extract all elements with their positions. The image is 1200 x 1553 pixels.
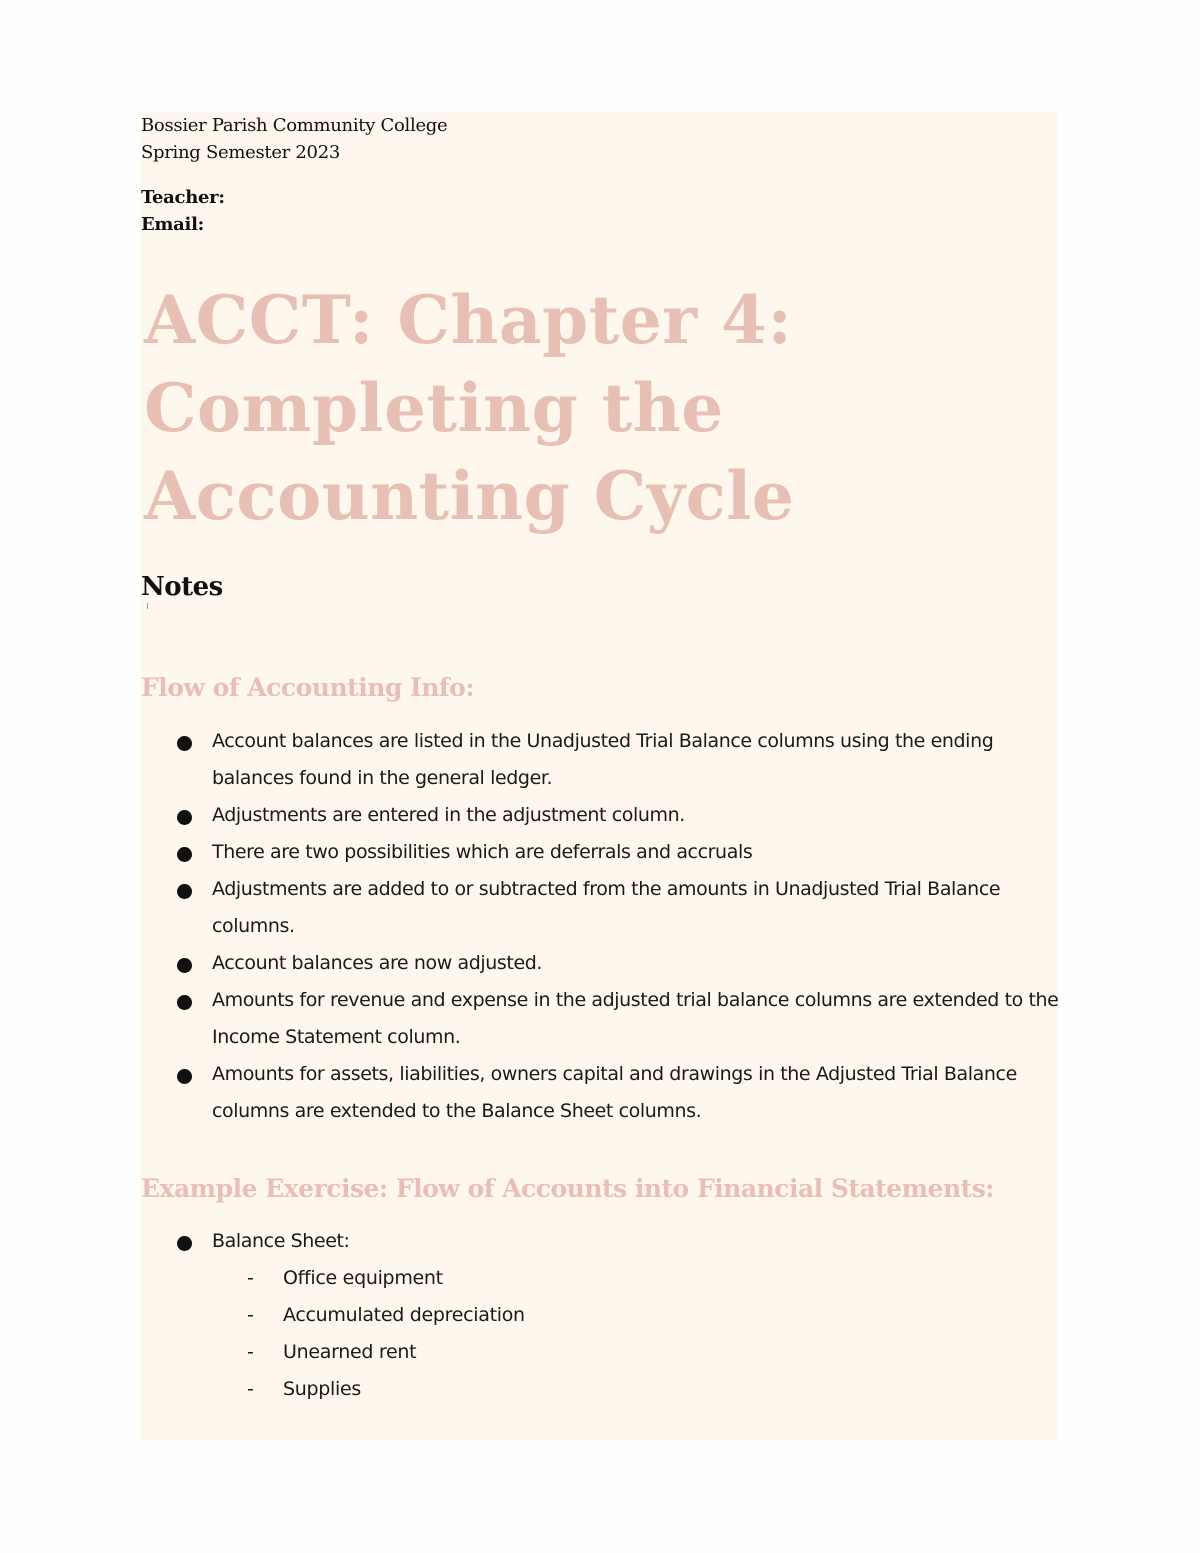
bullet-icon: [177, 1236, 192, 1251]
bullet-icon: [177, 995, 192, 1010]
list-item-text: Adjustments are entered in the adjustment column.: [212, 804, 685, 826]
dash-icon: -: [247, 1267, 254, 1289]
list-item: [212, 1056, 1072, 1130]
sublist-item-text: Unearned rent: [283, 1341, 417, 1363]
text-cursor: [147, 603, 148, 609]
dash-icon: -: [247, 1341, 254, 1363]
sublist-item-text: Supplies: [283, 1378, 361, 1400]
list-item: [212, 797, 1072, 834]
sublist-item: [247, 1260, 983, 1297]
semester-label: Spring Semester 2023: [141, 142, 341, 163]
list-item-text: Balance Sheet:: [212, 1230, 350, 1252]
list-item: [212, 871, 1072, 945]
sublist-item: [247, 1371, 983, 1408]
list-item: [212, 945, 1072, 982]
sublist-item-text: Accumulated depreciation: [283, 1304, 525, 1326]
sublist-item-text: Office equipment: [283, 1267, 443, 1289]
bullet-icon: [177, 884, 192, 899]
bullet-icon: [177, 958, 192, 973]
list-item-text: There are two possibilities which are deferrals and accruals: [212, 841, 753, 863]
balance-sheet-sublist: [247, 1260, 983, 1408]
bullet-icon: [177, 1069, 192, 1084]
bullet-icon: [177, 810, 192, 825]
sublist-item: [247, 1334, 983, 1371]
list-item-text: Amounts for revenue and expense in the adjusted trial balance columns are extended to the Income Statement column.: [212, 989, 1059, 1048]
page-title: ACCT: Chapter 4: Completing the Accounting Cycle: [144, 281, 795, 535]
list-item-text: Account balances are now adjusted.: [212, 952, 543, 974]
bullet-icon: [177, 847, 192, 862]
bullet-icon: [177, 736, 192, 751]
example-section-heading: Example Exercise: Flow of Accounts into Financial Statements:: [141, 1174, 994, 1203]
sublist-item: [247, 1297, 983, 1334]
flow-bullet-list: [212, 723, 1072, 1130]
list-item: [212, 1223, 1012, 1260]
list-item: [212, 723, 1072, 797]
school-name: Bossier Parish Community College: [141, 115, 448, 136]
teacher-label: Teacher:: [141, 187, 225, 208]
dash-icon: -: [247, 1304, 254, 1326]
email-label: Email:: [141, 214, 204, 235]
list-item-text: Amounts for assets, liabilities, owners capital and drawings in the Adjusted Trial Balance columns are extended to the Balance Sheet columns.: [212, 1063, 1017, 1122]
flow-section-heading: Flow of Accounting Info:: [141, 673, 475, 702]
example-bullet-list: [212, 1223, 1012, 1260]
list-item: [212, 834, 1072, 871]
list-item-text: Account balances are listed in the Unadjusted Trial Balance columns using the ending balances found in the general ledger.: [212, 730, 994, 789]
list-item: [212, 982, 1072, 1056]
dash-icon: -: [247, 1378, 254, 1400]
notes-heading: Notes: [141, 572, 223, 602]
list-item-text: Adjustments are added to or subtracted from the amounts in Unadjusted Trial Balance columns.: [212, 878, 1001, 937]
